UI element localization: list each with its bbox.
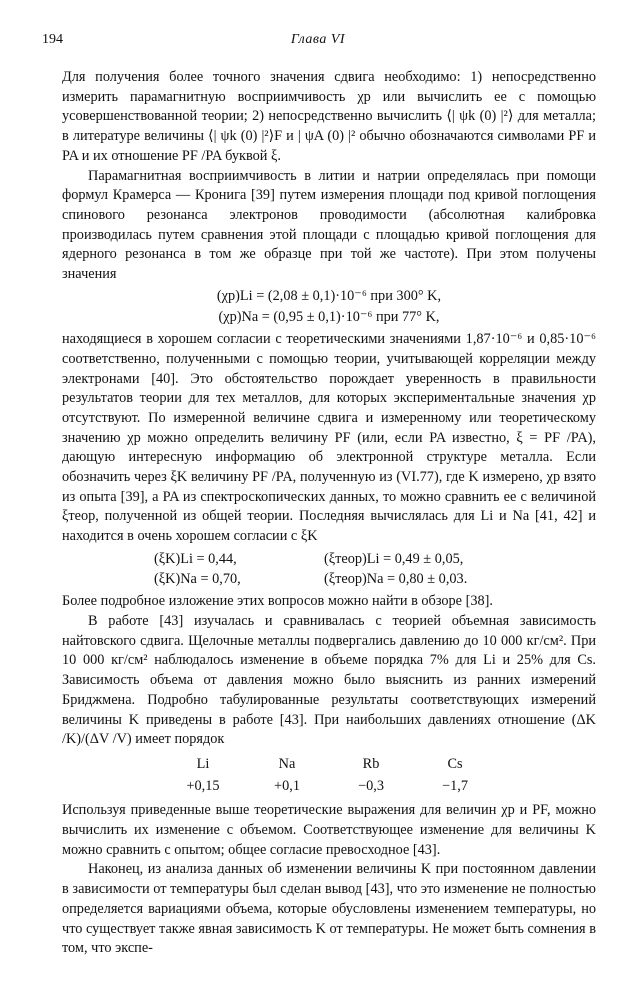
table-value-na: +0,1: [274, 777, 300, 794]
table-value-li: +0,15: [186, 777, 220, 794]
table-header-na: Na: [278, 755, 296, 772]
table-header-cs: Cs: [447, 755, 463, 772]
equation-xi-k-na: (ξK)Na = 0,70,: [154, 570, 241, 587]
equation-chi-li: (χp)Li = (2,08 ± 0,1)·10⁻⁶ при 300° K,: [216, 287, 442, 304]
paragraph-1: Для получения более точного значения сдвига необходимо: 1) непосредственно измерить парамагнитную восприимчивость χp или вычислить ее с помощью усовершенствованной теории; 2) непосредственно вычислить ⟨| ψk (0) |²⟩ для металла; в литературе величины ⟨| ψk (0) |²⟩F и | ψA (0) |² обычно обозначаются символами PF и PA и их отношение PF /PA буквой ξ.: [62, 69, 596, 164]
table-value-rb: −0,3: [358, 777, 384, 794]
body-text: [62, 68, 596, 959]
paragraph-4: Более подробное изложение этих вопросов можно найти в обзоре [38].: [62, 593, 493, 610]
table-value-cs: −1,7: [442, 777, 468, 794]
page-header: [42, 32, 594, 50]
equation-chi-na: (χp)Na = (0,95 ± 0,1)·10⁻⁶ при 77° K,: [218, 309, 440, 326]
ratio-table: [62, 754, 596, 797]
paragraph-5: В работе [43] изучалась и сравнивалась с теорией объемная зависимость найтовского сдвига. Щелочные металлы подвергались давлению до 10 000 кг/см². При 10 000 кг/см² наблюдалось изменение в объеме порядка 7% для Li и 25% для Cs. Зависимость объема от давления можно было выяснить из ранних измерений Бриджмена. Подробно табулированные результаты соответствующих измерений величины K приведены в работе [43]. При наибольших давлениях отношение (ΔK /K)/(ΔV /V) имеет порядок: [62, 612, 596, 748]
running-title: Глава VI: [290, 32, 346, 47]
equation-xi-teor-na: (ξтеор)Na = 0,80 ± 0,03.: [324, 570, 468, 587]
paragraph-3: находящиеся в хорошем согласии с теоретическими значениями 1,87·10⁻⁶ и 0,85·10⁻⁶ соответственно, полученными с помощью теории, учитывающей корреляции между электронами [40]. Это обстоятельство порождает уверенность в правильности результатов теории для тех металлов, для которых экспериментальные значения χp отсутствуют. По измеренной величине сдвига и измеренному или теоретическому значению χp можно определить величину PF (или, если PA известно, ξ = PF /PA), дающую интересную информацию об электронной структуре металла. Если обозначить через ξK величину PF /PA, полученную из (VI.77), где K измерено, χp взято из опыта [39], а PA из спектроскопических данных, то можно сравнить ее с величиной ξтеор, полученной из общей теории. Последняя вычислялась для Li и Na [41, 42] и находится в очень хорошем согласии с ξK: [62, 331, 596, 545]
xi-comparison: [62, 550, 596, 589]
table-header-li: Li: [196, 755, 210, 772]
equation-xi-teor-li: (ξтеор)Li = 0,49 ± 0,05,: [324, 550, 464, 567]
paragraph-2: Парамагнитная восприимчивость в литии и натрии определялась при помощи формул Крамерса — Кронига [39] путем измерения площади под кривой поглощения спинового резонанса электронов проводимости (абсолютная калибровка производилась путем сравнения этой площади с площадью кривой поглощения для ядерного резонанса в том же образце при той же частоте). При этом получены значения: [62, 167, 596, 283]
table-header-rb: Rb: [362, 755, 380, 772]
paragraph-6: Используя приведенные выше теоретические выражения для величин χp и PF, можно вычислить их изменение с объемом. Соответствующее изменение для величины K можно сравнить с опытом; общее согласие превосходное [43].: [62, 802, 596, 858]
paragraph-7: Наконец, из анализа данных об изменении величины K при постоянном давлении в зависимости от температуры был сделан вывод [43], что это изменение не полностью определяется вариациями объема, которые обусловлены изменением температуры, но что существует также явная зависимость K от температуры. Не может быть сомнения в том, что экспе-: [62, 861, 596, 957]
page-number: 194: [42, 32, 63, 47]
equation-xi-k-li: (ξK)Li = 0,44,: [154, 550, 237, 567]
